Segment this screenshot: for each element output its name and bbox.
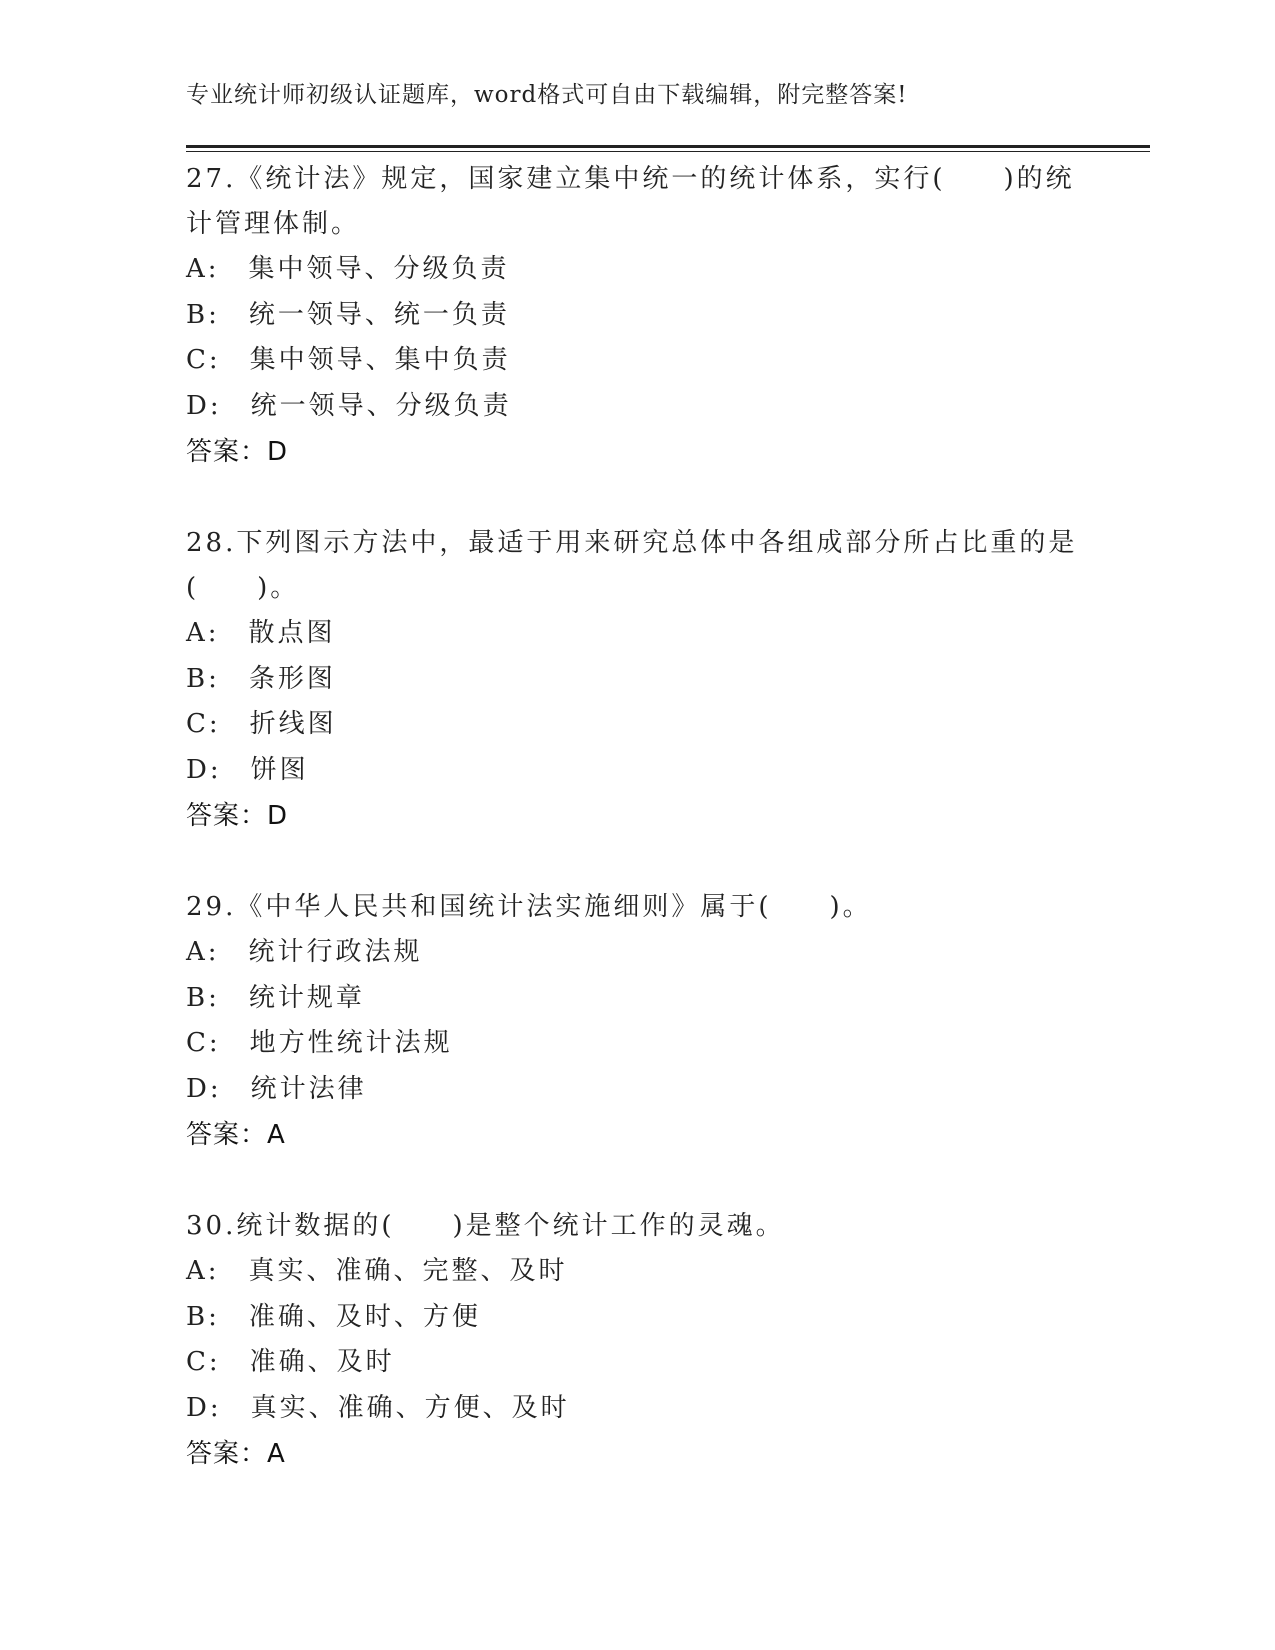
answer-line: 答案：D [186,437,289,467]
option-a: A: 统计行政法规 [186,937,423,967]
option-c: C: 准确、及时 [186,1347,395,1377]
question-stem: 30.统计数据的( )是整个统计工作的灵魂。 [186,1211,785,1241]
question-stem: 28.下列图示方法中，最适于用来研究总体中各组成部分所占比重的是( )。 [186,528,1078,603]
option-d: D: 统一领导、分级负责 [186,390,512,421]
question-27 [186,157,1086,475]
option-c: C: 折线图 [186,709,337,739]
header-rule-thick [186,145,1150,148]
option-c: C: 地方性统计法规 [186,1028,453,1058]
option-a: A: 真实、准确、完整、及时 [186,1256,568,1286]
option-b: B: 统一领导、统一负责 [186,299,510,330]
answer-line: 答案：A [186,1120,286,1150]
answer-line: 答案：D [186,801,289,831]
header-rule-thin [186,151,1150,152]
option-d: D: 统计法律 [186,1073,367,1104]
page-header: 专业统计师初级认证题库，word格式可自由下载编辑，附完整答案! [186,82,908,108]
option-a: A: 集中领导、分级负责 [186,254,510,284]
answer-line: 答案：A [186,1439,286,1469]
option-b: B: 条形图 [186,663,336,694]
question-stem: 29.《中华人民共和国统计法实施细则》属于( )。 [186,892,872,922]
option-b: B: 准确、及时、方便 [186,1301,481,1332]
question-stem: 27.《统计法》规定，国家建立集中统一的统计体系，实行( )的统计管理体制。 [186,164,1075,239]
option-d: D: 饼图 [186,754,309,785]
question-list [186,157,1086,1523]
question-30 [186,1204,1086,1477]
option-d: D: 真实、准确、方便、及时 [186,1392,570,1423]
option-b: B: 统计规章 [186,982,365,1013]
question-28 [186,521,1086,839]
option-a: A: 散点图 [186,618,336,648]
option-c: C: 集中领导、集中负责 [186,345,511,375]
question-29 [186,885,1086,1158]
